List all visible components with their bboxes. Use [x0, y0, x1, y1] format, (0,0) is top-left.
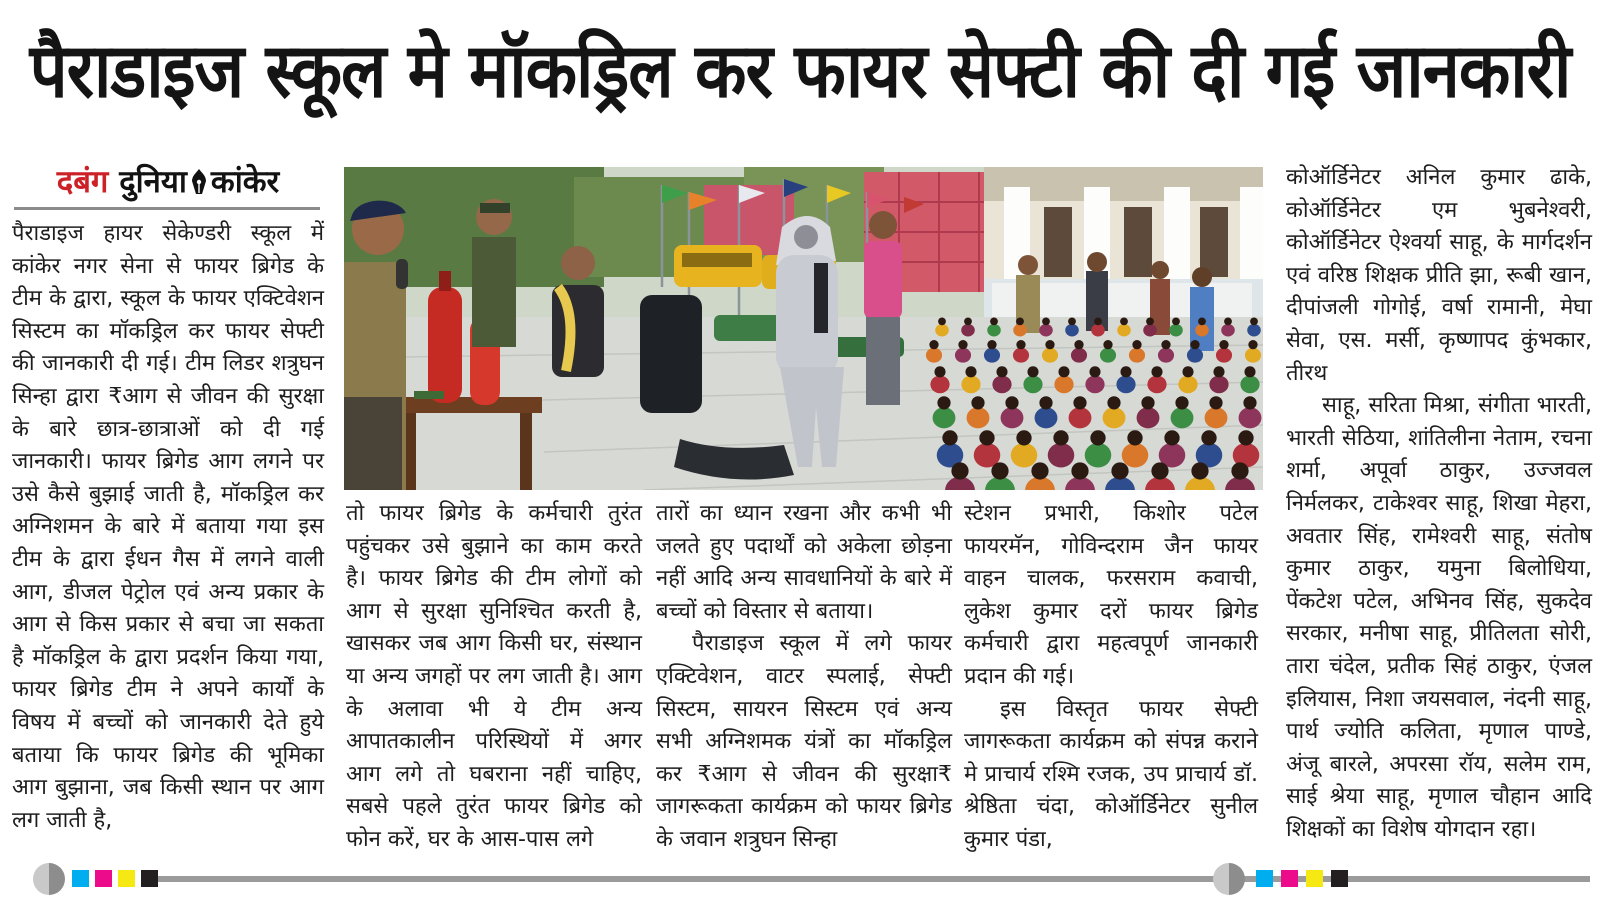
photo-illustration: [344, 167, 1263, 490]
page-title: पैराडाइज स्कूल मे मॉकड्रिल कर फायर सेफ्टी की दी गई जानकारी: [29, 27, 1571, 115]
paragraph: कोऑर्डिनेटर अनिल कुमार ढाके, कोऑर्डिनेटर एम भुबनेश्वरी, कोऑर्डिनेटर ऐश्वर्या साहू, के मार्गदर्शन एवं वरिष्ठ शिक्षक प्रीति झा, रूबी खान, दीपांजली गोगोई, वर्षा रामानी, मेघा सेवा, एस. मर्सी, कृष्णापद कुंभकार, तीरथ: [1286, 165, 1592, 386]
cyan-patch: [1256, 870, 1273, 887]
paragraph: स्टेशन प्रभारी, किशोर पटेल फायरमॅन, गोविन्दराम जैन फायर वाहन चालक, फरसराम कवाची, लुकेश कुमार दरों फायर ब्रिगेड कर्मचारी द्वारा महत्वपूर्ण जानकारी प्रदान की गई।: [964, 501, 1258, 689]
black-patch: [141, 870, 158, 887]
article-column-4: [964, 498, 1258, 864]
article-column-5: [1286, 162, 1592, 864]
paragraph: साहू, सरिता मिश्रा, संगीता भारती, भारती सेठिया, शांतिलीना नेताम, रचना शर्मा, अपूर्वा ठाकुर, उज्जवल निर्मलकर, टाकेश्वर साहू, शिखा मेहरा, अवतार सिंह, रामेश्वरी साहू, संतोष कुमार ठाकुर, यमुना बिलोधिया, पेंकटेश पटेल, अभिनव सिंह, सुकदेव सरकार, मनीषा साहू, प्रीतिलता सोरी, तारा चंदेल, प्रतीक सिहं ठाकुर, एंजल इलियास, निशा जयसवाल, नंदनी साहू, पार्थ ज्योति कलिता, मृणाल पाण्डे, अंजू बारले, अपरसा रॉय, सलेम राम, साई श्रेया साहू, मृणाल चौहान आदि शिक्षकों का विशेष योगदान रहा।: [1286, 393, 1592, 842]
registration-line: [150, 876, 1590, 882]
yellow-patch: [118, 870, 135, 887]
article-column-3: [656, 498, 952, 864]
photo-speaker: [640, 295, 702, 413]
paragraph: तारों का ध्यान रखना और कभी भी जलते हुए पदार्थों को अकेला छोड़ना नहीं आदि अन्य सावधानियों के बारे में बच्चों को विस्तार से बताया।: [656, 501, 952, 624]
article-column-1: [12, 218, 324, 866]
paragraph: पैराडाइज हायर सेकेण्डरी स्कूल में कांकेर नगर सेना से फायर ब्रिगेड के टीम के द्वारा, स्कूल के फायर एक्टिवेशन सिस्टम का मॉकड्रिल कर फायर सेफ्टी की जानकारी दी गई। टीम लिडर शत्रुघन सिन्हा द्वारा ₹आग से जीवन की सुरक्षा के बारे छात्र-छात्राओं को दी गई जानकारी। फायर ब्रिगेड आग लगने पर उसे कैसे बुझाई जाती है, मॉकड्रिल कर अग्निशमन के बारे में बताया गया इस टीम के द्वारा ईधन गैस में लगने वाली आग, डीजल पेट्रोल एवं अन्य प्रकार के आग से किस प्रकार से बचा जा सकता है मॉकड्रिल के द्वारा प्रदर्शन किया गया, फायर ब्रिगेड टीम ने अपने कार्यों के विषय में बच्चों को जानकारी देते हुये बताया कि फायर ब्रिगेड की भूमिका आग बुझाना, जब किसी स्थान पर आग लग जाती है,: [12, 221, 324, 833]
article-photo: [344, 167, 1263, 490]
pen-nib-icon: [191, 167, 207, 203]
paragraph: इस विस्तृत फायर सेफ्टी जागरूकता कार्यक्रम को संपन्न कराने मे प्राचार्य रश्मि रजक, उप प्राचार्य डॉ. श्रेष्ठिता चंदा, कोऑर्डिनेटर सुनील कुमार पंडा,: [964, 696, 1258, 852]
yellow-patch: [1306, 870, 1323, 887]
byline-brand-red: दबंग: [56, 164, 109, 200]
registration-circle-left: [33, 863, 65, 895]
byline-brand-black: दुनिया: [119, 164, 187, 200]
black-patch: [1331, 870, 1348, 887]
byline-divider: [14, 207, 320, 210]
registration-circle-right: [1213, 863, 1245, 895]
cyan-patch: [72, 870, 89, 887]
byline: [12, 160, 324, 203]
byline-location: कांकेर: [210, 164, 280, 200]
magenta-patch: [95, 870, 112, 887]
magenta-patch: [1281, 870, 1298, 887]
paragraph: पैराडाइज स्कूल में लगे फायर एक्टिवेशन, वाटर स्पलाई, सेफ्टी सिस्टम, सायरन सिस्टम एवं अन्य सभी अग्निशमक यंत्रों का मॉकड्रिल कर ₹आग से जीवन की सुरक्षा₹ जागरूकता कार्यक्रम को फायर ब्रिगेड के जवान शत्रुघन सिन्हा: [656, 631, 952, 852]
paragraph: तो फायर ब्रिगेड के कर्मचारी तुरंत पहुंचकर उसे बुझाने का काम करते है। फायर ब्रिगेड की टीम लोगों को आग से सुरक्षा सुनिश्चित करती है, खासकर जब आग किसी घर, संस्थान या अन्य जगहों पर लग जाती है। आग के अलावा भी ये टीम अन्य आपातकालीन परिस्थियों में अगर आग लगे तो घबराना नहीं चाहिए, सबसे पहले तुरंत फायर ब्रिगेड को फोन करें, घर के आस-पास लगे: [346, 501, 642, 852]
article-column-2: [346, 498, 642, 864]
photo-soldier: [472, 199, 516, 347]
